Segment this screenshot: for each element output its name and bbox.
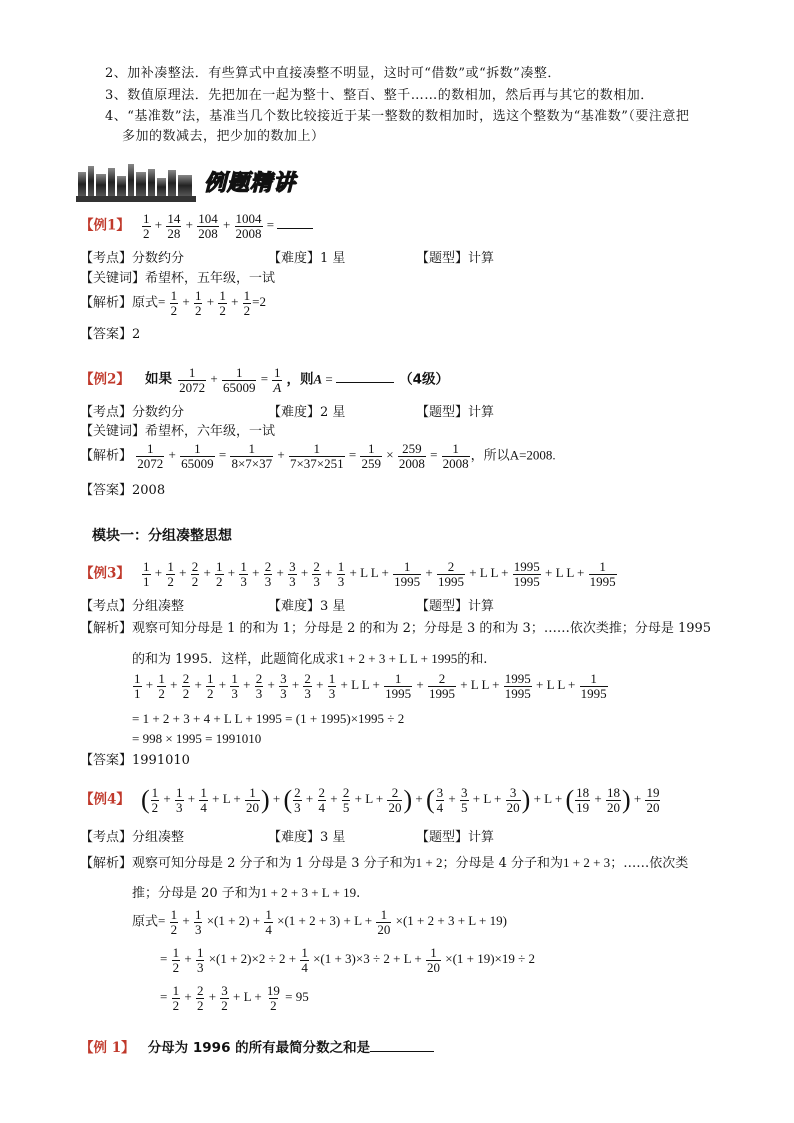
fraction: $\frac{1}{1995}$	[385, 671, 412, 701]
fraction: $\frac{2}{2}$	[182, 671, 190, 701]
fraction: $\frac{1}{3}$	[240, 559, 247, 589]
fraction: $\frac{1}{1}$	[143, 559, 150, 589]
example-3-sum-restated: $\frac{1}{1}$ + $\frac{1}{2}$ + $\frac{2}{2}$ + $\frac{1}{2}$ + $\frac{1}{3}$ + $\frac{2}{3}$ + $\frac{3}{3}$ + $\frac{2}{3}$ + $\frac{1}{3}$ + L L + $\frac{1}{1995}$ + $\frac{2}{1995}$ + L L + $\frac{1995}{1995}$ + L L + $\frac{1}{1995}$	[134, 671, 607, 701]
fraction: $\frac{2}{2}$	[196, 983, 204, 1013]
example-3-question: $\frac{1}{1}$ + $\frac{1}{2}$ + $\frac{2}{2}$ + $\frac{1}{2}$ + $\frac{1}{3}$ + $\frac{2}{3}$ + $\frac{3}{3}$ + $\frac{2}{3}$ + $\frac{1}{3}$ + L L + $\frac{1}{1995}$ + $\frac{2}{1995}$ + L L + $\frac{1995}{1995}$ + L L + $\frac{1}{1995}$	[143, 559, 616, 589]
example-3-step-1: = 1 + 2 + 3 + 4 + L L + 1995 = (1 + 1995)×1995 ÷ 2	[132, 711, 405, 726]
example-4-step-2: = $\frac{1}{2}$ + $\frac{1}{3}$ ×(1 + 2)×2 ÷ 2 + $\frac{1}{4}$ ×(1 + 3)×3 ÷ 2 + L + $\frac{1}{20}$ ×(1 + 19)×19 ÷ 2	[160, 945, 536, 975]
example-3-solution: 【解析】观察可知分母是 1 的和为 1；分母是 2 的和为 2；分母是 3 的和为 3；……依次类推；分母是 1995	[80, 621, 712, 636]
fraction: $\frac{2}{3}$	[264, 559, 272, 589]
fraction: $\frac{2}{2}$	[191, 559, 199, 589]
example-2-answer: 【答案】2008	[80, 483, 166, 498]
fraction: $\frac{1}{1}$	[134, 671, 141, 701]
example-3-answer: 【答案】1991010	[80, 753, 190, 768]
fraction: $\frac{1}{2}$	[172, 945, 180, 975]
fraction: $\frac{1}{3}$	[196, 945, 204, 975]
module-title: 模块一：分组凑整思想	[92, 528, 232, 544]
intro-item-2: 2、加补凑整法．有些算式中直接凑整不明显，这时可“借数”或“拆数”凑整．	[105, 66, 561, 81]
fraction: $\frac{19}{2}$	[266, 983, 280, 1013]
books-logo-icon	[76, 160, 198, 204]
fraction: $\frac{2}{20}$	[388, 785, 402, 815]
example-1-keyword: 【关键词】希望杯，五年级，一试	[80, 271, 276, 286]
fraction: $\frac{1}{2}$	[172, 983, 180, 1013]
fraction: $\frac{2}{3}$	[255, 671, 263, 701]
example-2: 【例2】 如果 $\frac{1}{2072}$ + $\frac{1}{65009}$ = $\frac{1}{A}$ ，则A = （4级）	[80, 365, 449, 395]
fraction: $\frac{1}{2}$	[167, 559, 174, 589]
fraction: $\frac{1}{3}$	[194, 907, 202, 937]
example-last: 【例 1】 分母为 1996 的所有最简分数之和是	[80, 1036, 434, 1056]
fraction: $\frac{1}{1995}$	[394, 559, 421, 589]
fraction: $\frac{1995}{1995}$	[504, 671, 531, 701]
fraction: $\frac{3}{2}$	[221, 983, 228, 1013]
example-4-question: ( $\frac{1}{2}$ + $\frac{1}{3}$ + $\frac{1}{4}$ + L + $\frac{1}{20}$ ) + ( $\frac{2}{3}$ + $\frac{2}{4}$ + $\frac{2}{5}$ + L + $\frac{2}{20}$ ) + ( $\frac{3}{4}$ + $\frac{3}{5}$ + L + $\frac{3}{20}$ ) + L + ( $\frac{18}{19}$ + $\frac{18}{20}$ ) + $\frac{19}{20}$	[141, 785, 660, 815]
fraction: $\frac{18}{19}$	[576, 785, 590, 815]
fraction: $\frac{2}{1995}$	[428, 671, 455, 701]
fraction: $\frac{1}{1995}$	[580, 671, 607, 701]
fraction: $\frac{19}{20}$	[646, 785, 660, 815]
example-2-solution: 【解析】 $\frac{1}{2072}$ + $\frac{1}{65009}$ = $\frac{1}{8\times 7\times 37}$ + $\frac{1}{7\times 37\times 251}$ = $\frac{1}{259}$ × $\frac{259}{2008}$ = $\frac{1}{2008}$ ，所以A=2008.	[80, 441, 556, 471]
fraction: $\frac{2}{3}$	[304, 671, 311, 701]
example-1-meta: 【考点】分数约分	[80, 251, 185, 266]
answer-blank	[336, 382, 394, 383]
example-3	[80, 560, 618, 589]
section-banner	[76, 160, 316, 204]
example-4-solution: 【解析】观察可知分母是 2 分子和为 1 分母是 3 分子和为1 + 2；分母是 4 分子和为1 + 2 + 3；……依次类	[80, 855, 689, 871]
fraction: $\frac{2}{5}$	[342, 785, 350, 815]
fraction: $\frac{1}{3}$	[328, 671, 336, 701]
example-4	[80, 786, 661, 815]
example-1-label: 【例1】	[80, 217, 130, 234]
kaodian-value: 分数约分	[132, 251, 185, 266]
intro-item-4: 4、“基准数”法，基准当几个数比较接近于某一整数的数相加时，选这个整数为“基准数”（要注意把	[105, 109, 690, 124]
example-3-label: 【例3】	[80, 565, 130, 582]
fraction: $\frac{1}{3}$	[176, 785, 183, 815]
fraction: $\frac{1}{4}$	[301, 945, 308, 975]
example-1	[80, 212, 313, 241]
fraction: $\frac{2}{3}$	[294, 785, 301, 815]
example-1-question: $\frac{1}{2}$ + $\frac{14}{28}$ + $\frac{104}{208}$ + $\frac{1004}{2008}$ =	[141, 217, 313, 232]
fraction: $\frac{1}{4}$	[200, 785, 207, 815]
fraction: $\frac{1}{1995}$	[589, 559, 616, 589]
nandu-value: 1 星	[320, 251, 346, 266]
example-1-answer: 【答案】2	[80, 327, 141, 342]
example-2-keyword: 【关键词】希望杯，六年级，一试	[80, 424, 276, 439]
example-1-solution: 【解析】原式= $\frac{1}{2}$ + $\frac{1}{2}$ + $\frac{1}{2}$ + $\frac{1}{2}$ =2	[80, 288, 266, 318]
fraction: $\frac{18}{20}$	[606, 785, 620, 815]
fraction: $\frac{1}{20}$	[377, 907, 391, 937]
tixing-value: 计算	[468, 251, 495, 266]
intro-item-4-cont: 多加的数减去，把少加的数加上）	[122, 129, 325, 144]
fraction: $\frac{1}{3}$	[231, 671, 238, 701]
fraction: $\frac{2}{4}$	[318, 785, 326, 815]
fraction: $\frac{1}{2}$	[207, 671, 214, 701]
fraction: $\frac{1}{4}$	[265, 907, 272, 937]
fraction: $\frac{3}{3}$	[289, 559, 296, 589]
fraction: $\frac{1}{2}$	[170, 907, 178, 937]
example-4-step-3: = $\frac{1}{2}$ + $\frac{2}{2}$ + $\frac{3}{2}$ + L + $\frac{19}{2}$ = 95	[160, 983, 309, 1013]
fraction: $\frac{1}{20}$	[245, 785, 259, 815]
example-last-label: 【例 1】	[80, 1040, 135, 1056]
fraction: $\frac{1995}{1995}$	[513, 559, 540, 589]
fraction: $\frac{3}{5}$	[461, 785, 468, 815]
intro-item-3: 3、数值原理法．先把加在一起为整十、整百、整千……的数相加，然后再与其它的数相加．	[105, 88, 654, 103]
answer-blank	[370, 1051, 434, 1052]
banner-title: 例题精讲	[204, 171, 297, 196]
example-3-step-2: = 998 × 1995 = 1991010	[132, 731, 262, 746]
fraction: $\frac{3}{20}$	[506, 785, 520, 815]
answer-blank	[277, 228, 313, 229]
example-2-label: 【例2】	[80, 371, 130, 388]
fraction: $\frac{1}{2}$	[158, 671, 165, 701]
example-4-step-1: = $\frac{1}{2}$ + $\frac{1}{3}$ ×(1 + 2) + $\frac{1}{4}$ ×(1 + 2 + 3) + L + $\frac{1}{20}$ ×(1 + 2 + 3 + L + 19)	[158, 907, 507, 937]
fraction: $\frac{3}{3}$	[280, 671, 287, 701]
fraction: $\frac{1}{20}$	[426, 945, 440, 975]
fraction: $\frac{2}{3}$	[313, 559, 320, 589]
fraction: $\frac{1}{2}$	[151, 785, 159, 815]
fraction: $\frac{1}{3}$	[337, 559, 345, 589]
fraction: $\frac{2}{1995}$	[437, 559, 464, 589]
example-4-label: 【例4】	[80, 791, 130, 808]
fraction: $\frac{1}{2}$	[216, 559, 223, 589]
fraction: $\frac{3}{4}$	[436, 785, 444, 815]
